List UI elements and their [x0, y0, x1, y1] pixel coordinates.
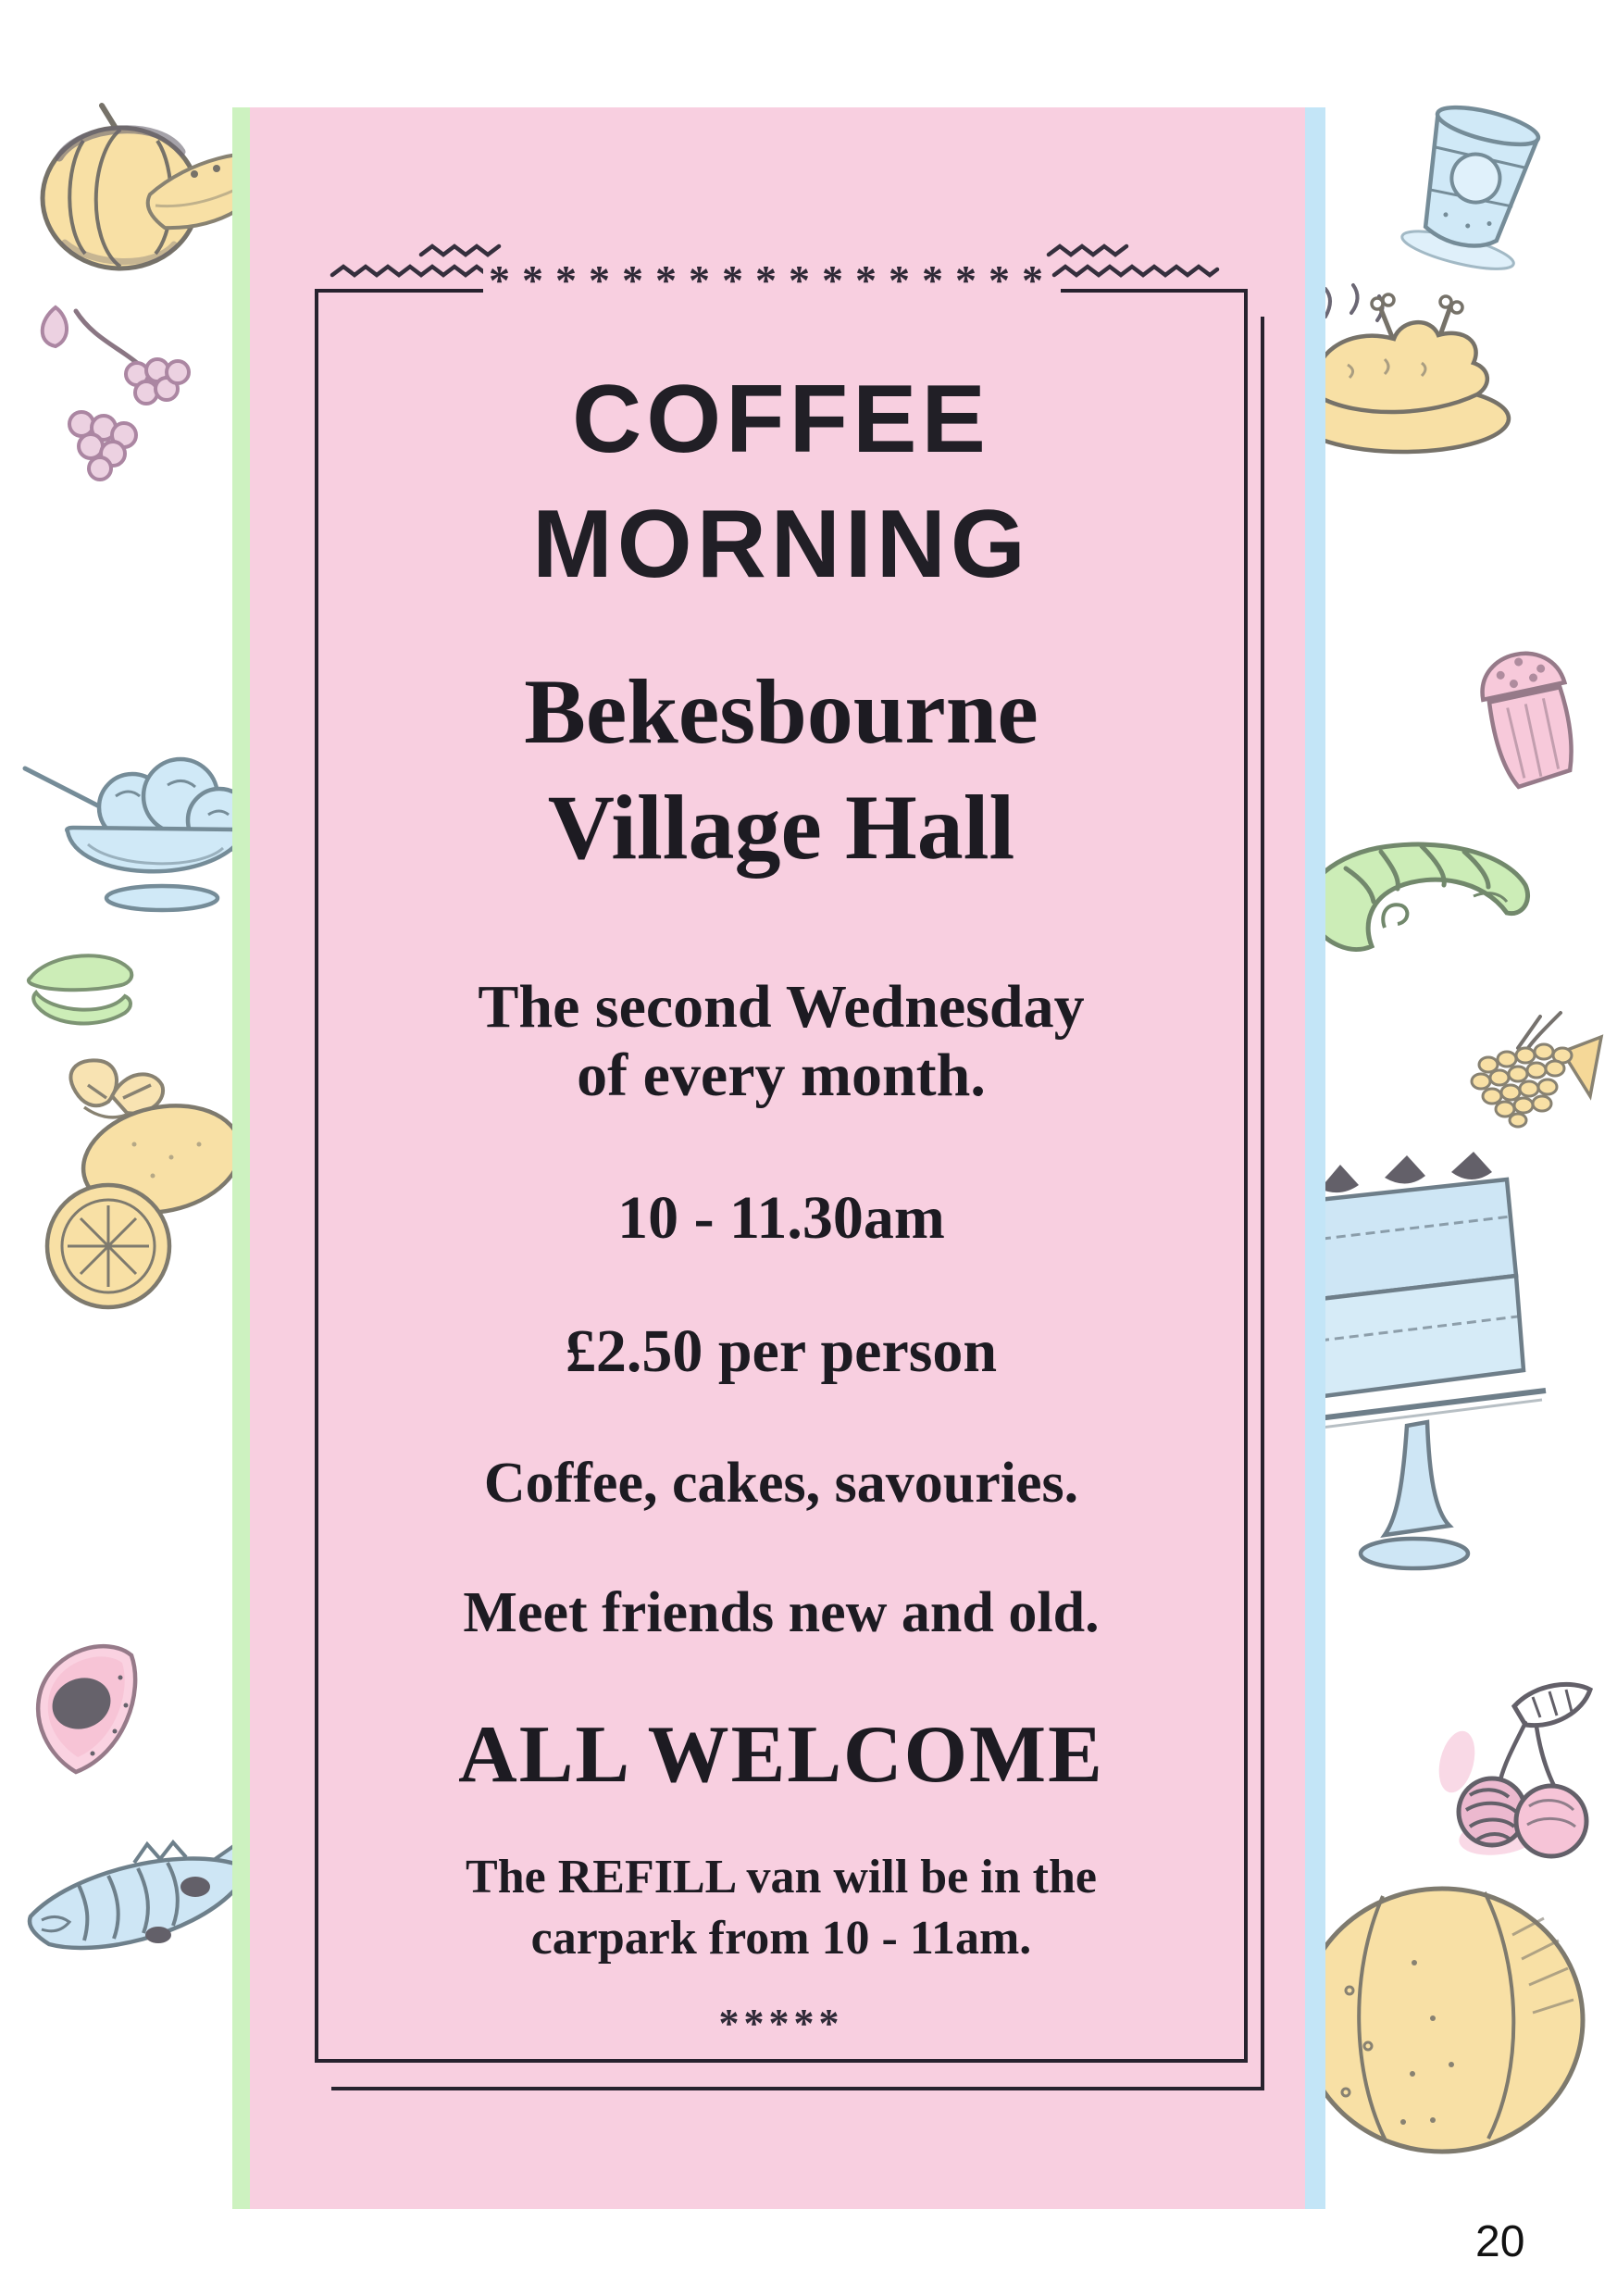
lemons-icon [47, 1060, 251, 1307]
bottom-asterisk-row: ***** [718, 2001, 844, 2046]
zigzag-right-short-icon [1046, 243, 1131, 257]
venue-line1: Bekesbourne [524, 660, 1039, 763]
flyer-title-line1: COFFEE [572, 366, 990, 473]
top-decoration [250, 107, 1305, 330]
grape-bunch-icon [1472, 1013, 1601, 1127]
zigzag-left-short-icon [418, 243, 504, 257]
flyer-title [532, 357, 1030, 607]
grapes-icon [43, 307, 189, 480]
coffee-cup-icon [1399, 99, 1549, 277]
schedule-line1: The second Wednesday [478, 973, 1085, 1041]
event-time: 10 - 11.30am [617, 1184, 945, 1252]
schedule-line2: of every month. [577, 1042, 986, 1109]
offerings-text: Coffee, cakes, savouries. [483, 1452, 1079, 1515]
cherries-icon [1433, 1684, 1590, 1860]
venue-name [524, 654, 1039, 885]
cake-stand-icon [1288, 1152, 1546, 1568]
refill-note [466, 1847, 1097, 1969]
croissant-icon [1306, 844, 1527, 949]
flyer-border-box [315, 289, 1248, 2063]
papaya-icon [38, 1646, 135, 1772]
flyer-title-line2: MORNING [532, 491, 1030, 598]
social-text: Meet friends new and old. [463, 1581, 1100, 1644]
schedule-text [478, 973, 1084, 1110]
macaron-icon [29, 955, 131, 1023]
shaker-icon [1475, 646, 1584, 791]
welcome-text: ALL WELCOME [458, 1710, 1104, 1800]
refill-line1: The REFILL van will be in the [466, 1851, 1097, 1903]
ice-cream-sundae-icon [25, 759, 251, 910]
venue-line2: Village Hall [547, 776, 1015, 879]
page-number: 20 [1475, 2217, 1525, 2266]
melon-icon [1301, 1889, 1583, 2152]
zigzag-right-long-icon [1051, 263, 1220, 278]
refill-line2: carpark from 10 - 11am. [530, 1912, 1032, 1965]
blue-edge-strip [1303, 107, 1325, 2209]
event-price: £2.50 per person [565, 1317, 998, 1385]
flyer-panel [250, 107, 1305, 2209]
top-asterisk-row: ***************** [483, 259, 1061, 302]
roast-chicken-icon [1298, 285, 1509, 452]
zigzag-left-long-icon [330, 263, 502, 278]
fish-icon [30, 1841, 242, 1948]
